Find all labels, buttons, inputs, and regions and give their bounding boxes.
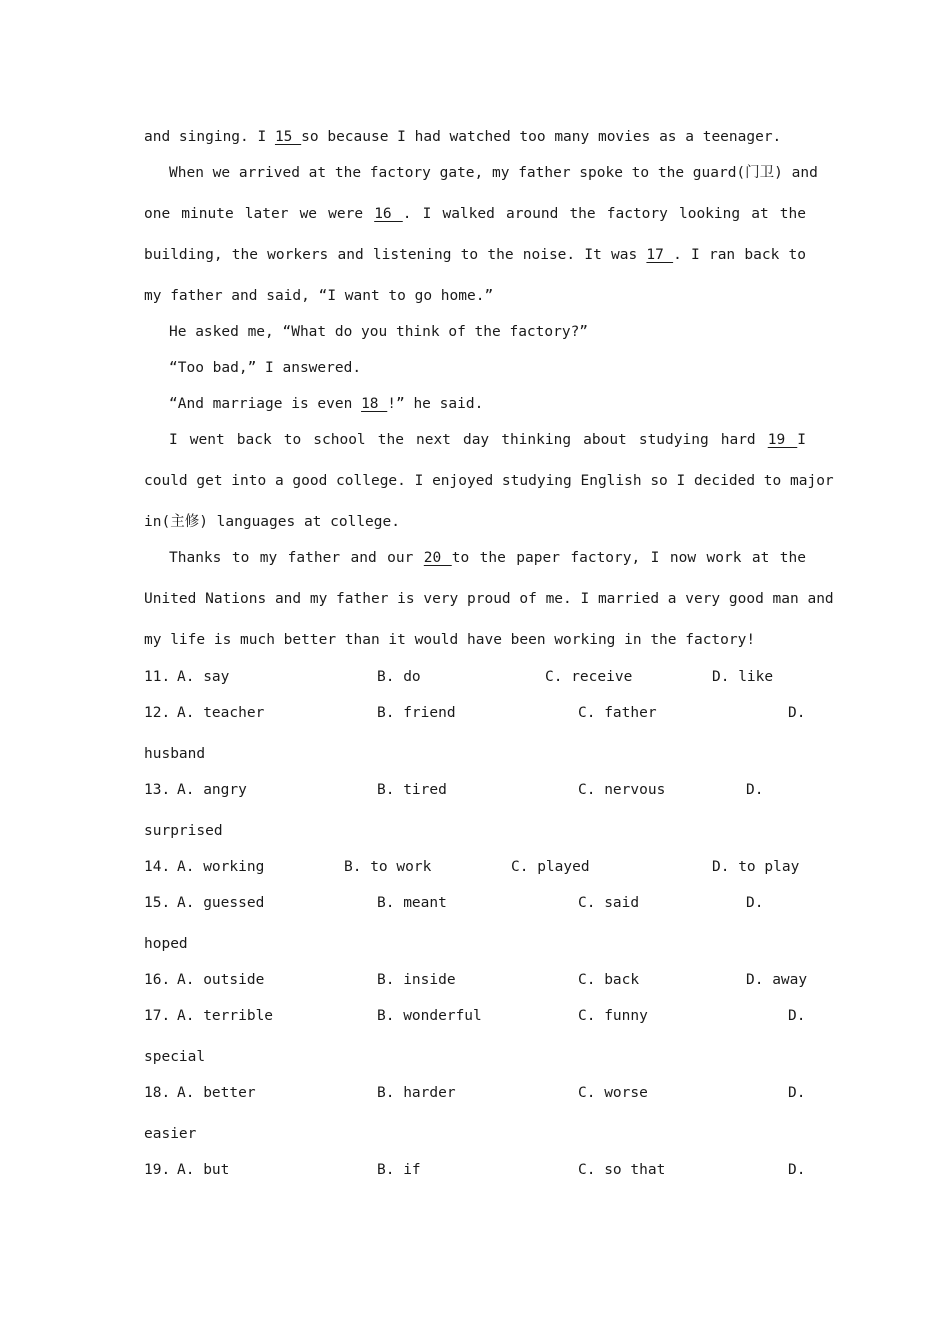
question-number: 13. — [144, 782, 171, 798]
passage-line-4 — [144, 245, 806, 265]
blank-17: 17 — [646, 247, 674, 263]
text: so because I had watched too many movies as a teenager. — [301, 129, 782, 145]
question-15-wrap: hoped — [144, 936, 188, 952]
option-b: B. friend — [377, 705, 456, 721]
option-a: A. angry — [177, 782, 247, 798]
option-d: D. — [746, 895, 764, 911]
option-c: C. so that — [578, 1162, 666, 1178]
text: . I walked around the factory looking at the — [402, 206, 806, 222]
option-a: A. working — [177, 859, 265, 875]
option-d: D. — [788, 1085, 806, 1101]
text: to the paper factory, I now work at the — [451, 550, 806, 566]
blank-18: 18 — [361, 396, 388, 412]
option-d: D. — [788, 705, 806, 721]
option-a: A. better — [177, 1085, 256, 1101]
passage-line-10: could get into a good college. I enjoyed studying English so I decided to major — [144, 473, 834, 489]
passage-line-12 — [169, 548, 806, 568]
option-c: C. worse — [578, 1085, 648, 1101]
option-b: B. harder — [377, 1085, 456, 1101]
text: and singing. I — [144, 129, 275, 145]
option-a: A. say — [177, 669, 230, 685]
question-number: 16. — [144, 972, 171, 988]
option-b: B. do — [377, 669, 421, 685]
option-b: B. if — [377, 1162, 421, 1178]
question-number: 17. — [144, 1008, 171, 1024]
passage-line-2: When we arrived at the factory gate, my father spoke to the guard(门卫) and — [169, 165, 818, 181]
question-number: 15. — [144, 895, 171, 911]
passage-line-8 — [169, 394, 806, 414]
text: . I ran back to — [673, 247, 806, 263]
option-c: C. nervous — [578, 782, 666, 798]
question-number: 11. — [144, 669, 171, 685]
blank-20: 20 — [423, 550, 452, 566]
option-a: A. guessed — [177, 895, 265, 911]
question-18-wrap: easier — [144, 1126, 197, 1142]
question-18 — [144, 1083, 806, 1103]
option-c: C. funny — [578, 1008, 648, 1024]
passage-line-1 — [144, 127, 806, 147]
option-c: C. back — [578, 972, 640, 988]
question-11 — [144, 667, 806, 687]
blank-19: 19 — [767, 432, 798, 448]
question-12-wrap: husband — [144, 746, 206, 762]
question-16 — [144, 970, 806, 990]
passage-line-7: “Too bad,” I answered. — [169, 360, 362, 376]
option-a: A. but — [177, 1162, 230, 1178]
option-c: C. receive — [545, 669, 633, 685]
passage-line-13: United Nations and my father is very proud of me. I married a very good man and — [144, 591, 834, 607]
passage-line-5: my father and said, “I want to go home.” — [144, 288, 494, 304]
question-number: 19. — [144, 1162, 171, 1178]
option-a: A. teacher — [177, 705, 265, 721]
question-19 — [144, 1160, 806, 1180]
option-c: C. played — [511, 859, 590, 875]
text: Thanks to my father and our — [169, 550, 424, 566]
passage-line-3 — [144, 204, 806, 224]
question-13 — [144, 780, 806, 800]
option-d: D. to play — [712, 859, 800, 875]
question-number: 18. — [144, 1085, 171, 1101]
passage-line-6: He asked me, “What do you think of the factory?” — [169, 324, 589, 340]
question-17-wrap: special — [144, 1049, 206, 1065]
text: I went back to school the next day thinking about studying hard — [169, 432, 768, 448]
option-c: C. father — [578, 705, 657, 721]
text: I — [797, 432, 806, 448]
text: !” he said. — [387, 396, 484, 412]
option-b: B. to work — [344, 859, 432, 875]
text: one minute later we were — [144, 206, 375, 222]
question-number: 14. — [144, 859, 171, 875]
option-c: C. said — [578, 895, 640, 911]
passage-line-11: in(主修) languages at college. — [144, 514, 400, 530]
option-b: B. tired — [377, 782, 447, 798]
blank-15: 15 — [274, 129, 302, 145]
passage-line-9 — [169, 430, 806, 450]
question-14 — [144, 857, 806, 877]
option-d: D. like — [712, 669, 774, 685]
option-d: D. — [788, 1162, 806, 1178]
option-b: B. wonderful — [377, 1008, 482, 1024]
question-17 — [144, 1006, 806, 1026]
option-a: A. terrible — [177, 1008, 274, 1024]
question-15 — [144, 893, 806, 913]
question-number: 12. — [144, 705, 171, 721]
text: building, the workers and listening to the noise. It was — [144, 247, 647, 263]
option-d: D. — [746, 782, 764, 798]
question-13-wrap: surprised — [144, 823, 223, 839]
passage-line-14: my life is much better than it would have been working in the factory! — [144, 632, 756, 648]
option-a: A. outside — [177, 972, 265, 988]
option-b: B. meant — [377, 895, 447, 911]
option-b: B. inside — [377, 972, 456, 988]
text: “And marriage is even — [169, 396, 362, 412]
option-d: D. away — [746, 972, 808, 988]
option-d: D. — [788, 1008, 806, 1024]
blank-16: 16 — [374, 206, 403, 222]
question-12 — [144, 703, 806, 723]
